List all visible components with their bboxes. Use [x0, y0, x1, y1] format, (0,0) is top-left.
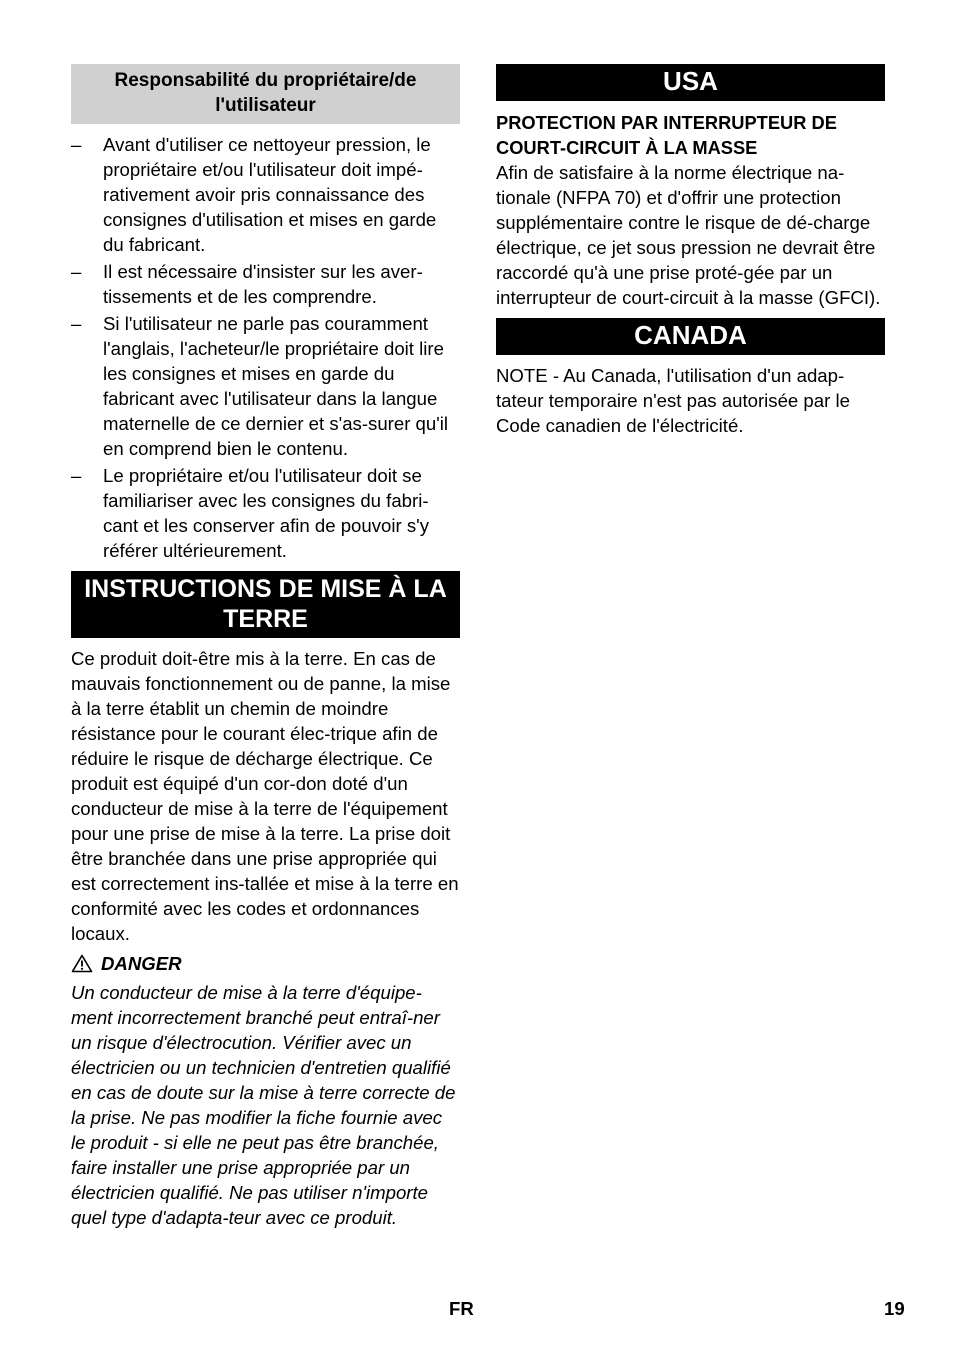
list-item-text: Avant d'utiliser ce nettoyeur pression, le propriétaire et/ou l'utilisateur doit impé-rativement avoir pris connaissance des consignes d'utilisation et mises en garde du fabricant.	[103, 134, 437, 255]
list-item	[71, 463, 460, 563]
gfci-heading: PROTECTION PAR INTERRUPTEUR DE COURT-CIRCUIT À LA MASSE	[496, 112, 837, 158]
list-item-text: Il est nécessaire d'insister sur les aver-tissements et de les comprendre.	[103, 261, 423, 307]
canada-paragraph: NOTE - Au Canada, l'utilisation d'un adap-tateur temporaire n'est pas autorisée par le Code canadien de l'électricité.	[496, 365, 850, 436]
dash-bullet: –	[71, 134, 82, 155]
dash-bullet: –	[71, 313, 82, 334]
danger-paragraph: Un conducteur de mise à la terre d'équipe-ment incorrectement branché peut entraî-ner un risque d'électrocution. Vérifier avec un électricien ou un technicien d'entretien qualifié en cas de doute sur la mise à terre correcte de la prise. Ne pas modifier la fiche fournie avec le produit - si elle ne peut pas être branchée, faire installer une prise appropriée par un électricien qualifié. Ne pas utiliser n'importe quel type d'adapta-teur avec ce produit.	[71, 982, 456, 1228]
list-item	[71, 311, 460, 461]
left-column	[71, 64, 460, 1230]
grounding-paragraph: Ce produit doit-être mis à la terre. En cas de mauvais fonctionnement ou de panne, la mise à la terre établit un chemin de moindre résistance pour le courant élec-trique afin de réduire le risque de décharge électrique. Ce produit est équipé d'un cor-don doté d'un conducteur de mise à la terre de l'équipement pour une prise de mise à la terre. La prise doit être branchée dans une prise appropriée qui est correctement ins-tallée et mise à la terre en conformité avec les codes et ordonnances locaux.	[71, 648, 459, 944]
right-column	[496, 64, 885, 438]
owner-responsibility-heading: Responsabilité du propriétaire/de l'utilisateur	[71, 64, 460, 124]
footer-language: FR	[449, 1298, 474, 1319]
gfci-paragraph: Afin de satisfaire à la norme électrique na-tionale (NFPA 70) et d'offrir une protection supplémentaire contre le risque de dé-charge électrique, ce jet sous pression ne devrait être raccordé qu'à une prise proté-gée par un interrupteur de court-circuit à la masse (GFCI).	[496, 162, 881, 308]
list-item-text: Le propriétaire et/ou l'utilisateur doit se familiariser avec les consignes du fabri-cant et les conserver afin de pouvoir s'y référer ultérieurement.	[103, 465, 430, 561]
danger-label-row	[71, 951, 460, 976]
danger-label: DANGER	[101, 953, 182, 974]
usa-heading: USA	[496, 64, 885, 101]
list-item	[71, 132, 460, 257]
grounding-instructions-heading: INSTRUCTIONS DE MISE À LA TERRE	[71, 571, 460, 638]
dash-bullet: –	[71, 261, 82, 282]
footer-page-number: 19	[884, 1298, 905, 1319]
canada-heading: CANADA	[496, 318, 885, 355]
owner-responsibility-list	[71, 132, 460, 563]
warning-triangle-icon	[71, 954, 93, 973]
list-item-text: Si l'utilisateur ne parle pas couramment l'anglais, l'acheteur/le propriétaire doit lire les consignes et mises en garde du fabricant avec l'utilisateur dans la langue maternelle de ce dernier et s'as-surer qu'il en comprend bien le contenu.	[103, 313, 449, 459]
dash-bullet: –	[71, 465, 82, 486]
list-item	[71, 259, 460, 309]
